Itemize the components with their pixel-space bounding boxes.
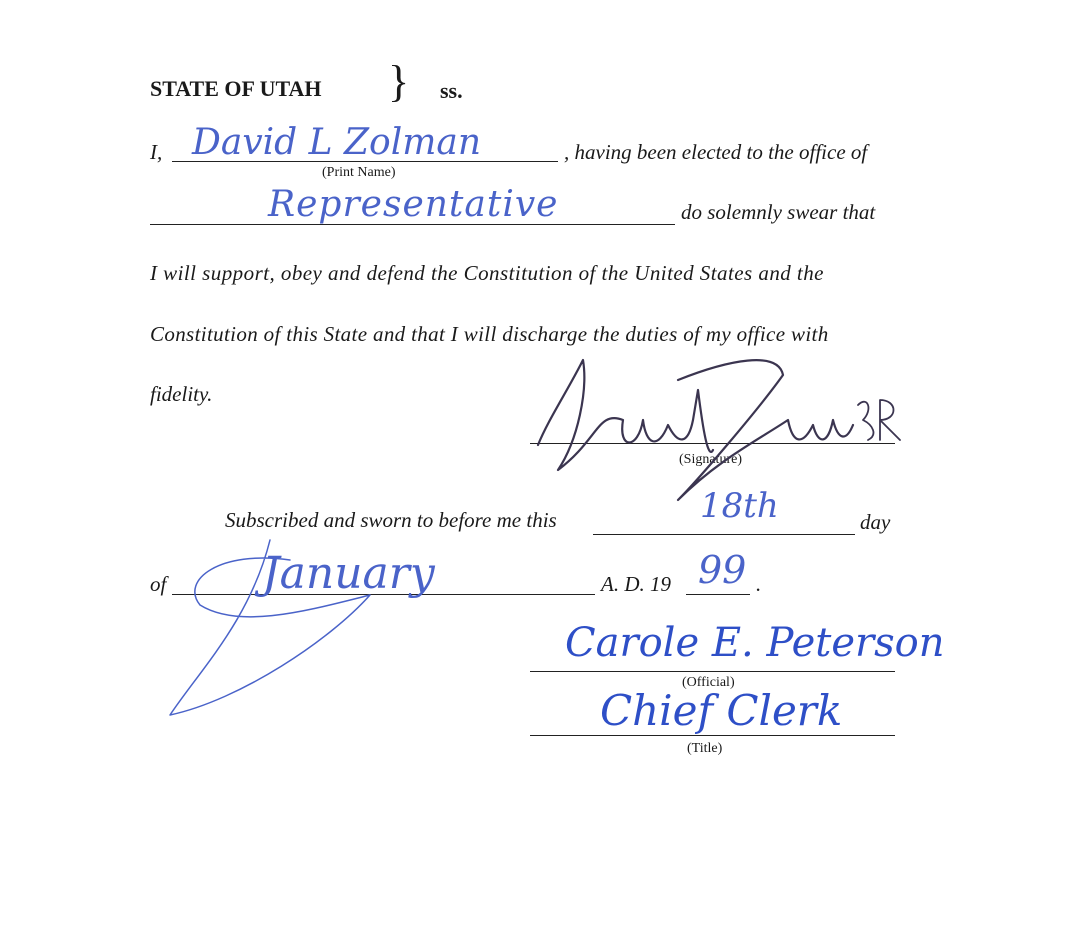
oath-line5: fidelity. <box>150 382 213 406</box>
print-name-caption: (Print Name) <box>322 165 396 180</box>
day-line <box>593 534 855 535</box>
handwritten-day: 18th <box>700 486 779 526</box>
oath-line4: Constitution of this State and that I will discharge the duties of my office with <box>150 322 829 346</box>
state-heading: STATE OF UTAH <box>150 76 322 101</box>
handwritten-year: 99 <box>698 548 747 592</box>
ad-period: . <box>756 572 762 596</box>
ss-label: ss. <box>440 78 463 103</box>
title-line <box>530 735 895 736</box>
handwritten-month: January <box>262 548 435 599</box>
oath-line1-suffix: , having been elected to the office of <box>564 140 868 164</box>
signature-scribble <box>528 350 908 500</box>
day-label: day <box>860 510 891 534</box>
of-label: of <box>150 572 167 596</box>
official-line <box>530 671 895 672</box>
handwritten-title: Chief Clerk <box>600 686 843 735</box>
handwritten-name: David L Zolman <box>192 122 482 163</box>
official-caption: (Official) <box>682 675 735 690</box>
month-flourish <box>160 520 460 720</box>
handwritten-office: Representative <box>268 184 559 225</box>
oath-line3: I will support, obey and defend the Constitution of the United States and the <box>150 261 824 285</box>
official-signature: Carole E. Peterson <box>565 620 945 666</box>
year-line <box>686 594 750 595</box>
oath-i: I, <box>150 140 163 164</box>
jurat-text: Subscribed and sworn to before me this <box>225 508 557 532</box>
ad-label: A. D. 19 <box>601 572 671 596</box>
oath-line2-suffix: do solemnly swear that <box>681 200 876 224</box>
title-caption: (Title) <box>687 741 723 756</box>
signature-caption: (Signature) <box>679 452 742 467</box>
heading-brace: } <box>388 57 410 106</box>
